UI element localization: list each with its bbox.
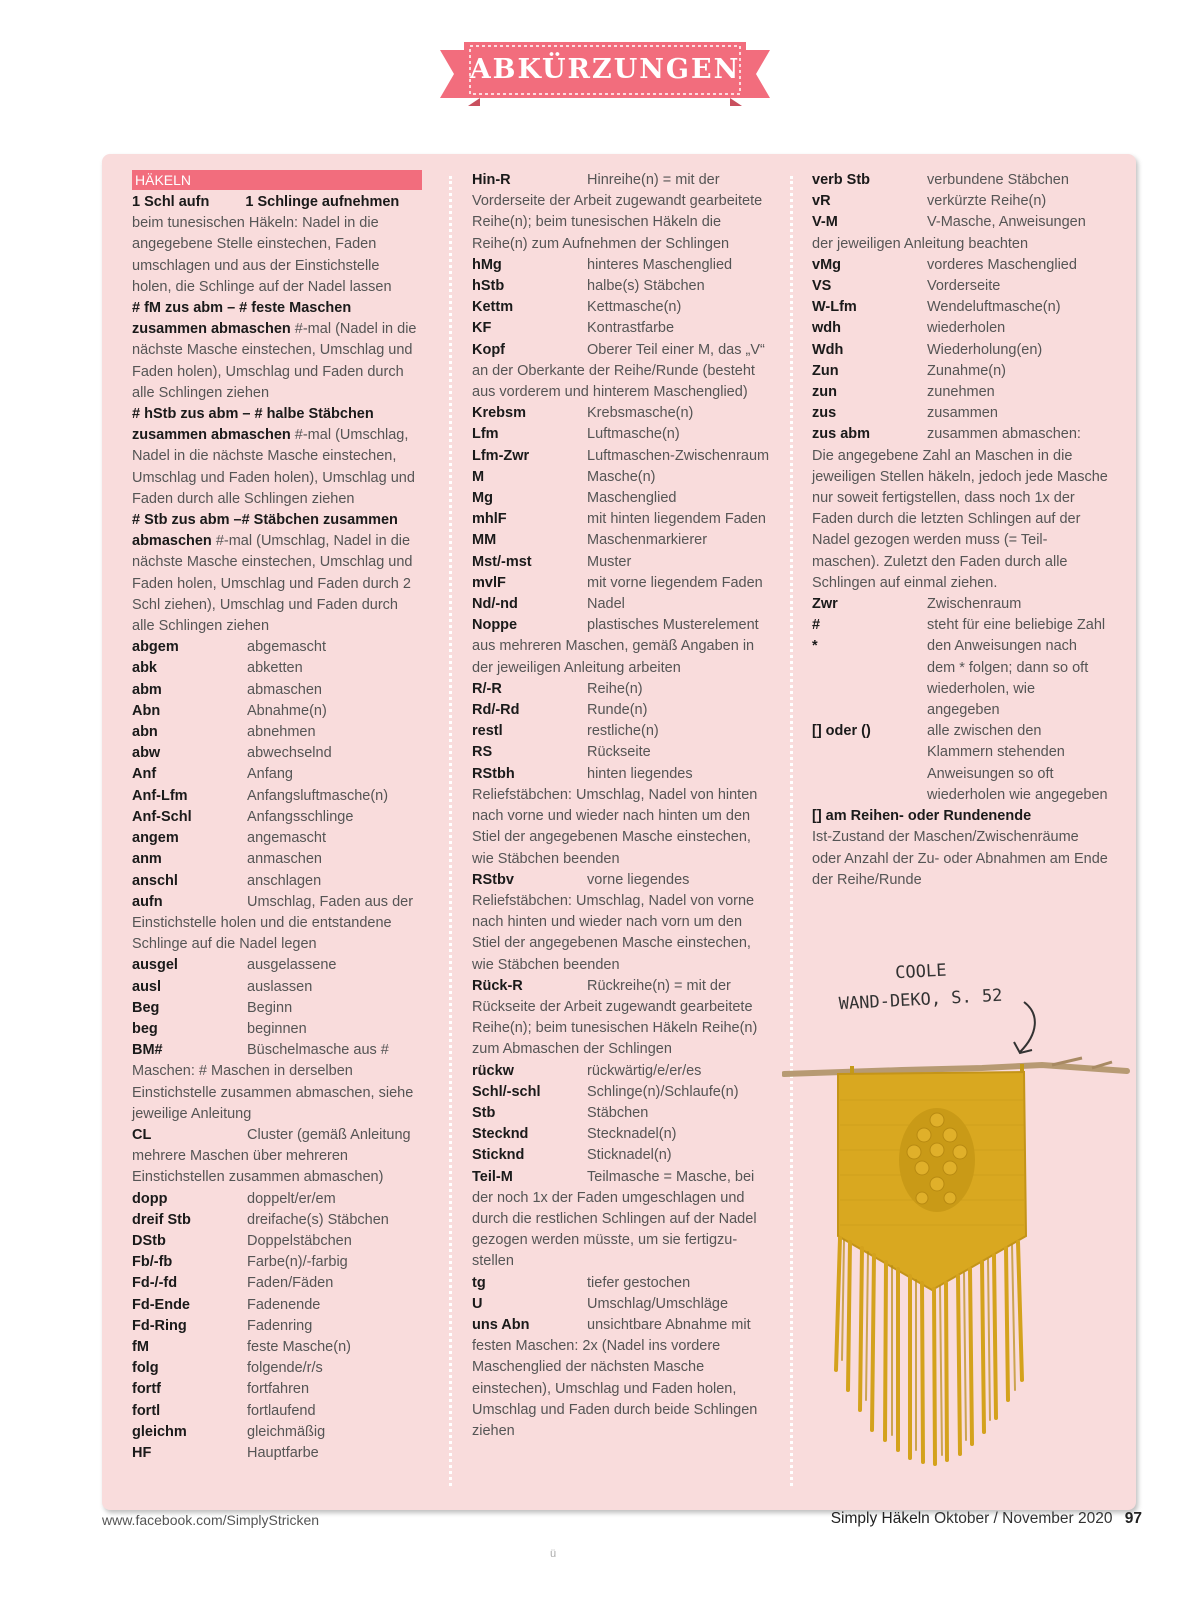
- abbreviation-row: [132, 1295, 422, 1316]
- abbreviation-value: vorne liegendes: [587, 871, 690, 888]
- abbreviation-key: Zwr: [812, 596, 838, 613]
- footer-info: [831, 1510, 1142, 1528]
- abbreviation-row: [812, 403, 1108, 424]
- abbreviation-continuation: der noch 1x der Faden umgeschlagen und durch die restlichen Schlingen auf der Nadel gezogen werden müsste, um sie fertigzu-stellen: [472, 1189, 757, 1270]
- abbreviation-value: mit hinten liegendem Faden: [587, 511, 766, 528]
- footer-url: www.facebook.com/SimplyStricken: [102, 1512, 320, 1528]
- abbreviation-row: [472, 700, 770, 721]
- abbreviation-key: Sticknd: [472, 1147, 525, 1164]
- abbreviation-value: folgende/r/s: [247, 1360, 323, 1377]
- entry-key: # hStb zus abm – # halbe Stäbchen zusammen abmaschen: [132, 406, 374, 444]
- abbreviation-row: [472, 870, 770, 891]
- abbreviation-key: Beg: [132, 999, 160, 1016]
- abbreviation-value: Fadenende: [247, 1296, 321, 1313]
- entry-key: 1 Schl aufn: [132, 194, 210, 210]
- column-3: [812, 170, 1108, 891]
- abbreviation-value: Luftmaschen-Zwischenraum: [587, 447, 770, 464]
- abbreviation-value: hinten liegendes: [587, 765, 693, 782]
- abbreviation-row: [132, 1252, 422, 1273]
- wall-hanging-image: [782, 1040, 1132, 1470]
- entry-block: [132, 298, 422, 404]
- abbreviation-key: Mst/-mst: [472, 553, 532, 570]
- entry-block: [132, 404, 422, 510]
- abbreviation-value: Doppelstäbchen: [247, 1232, 352, 1249]
- abbreviation-key: Rd/-Rd: [472, 702, 520, 719]
- abbreviation-key: zus: [812, 405, 837, 422]
- title-banner: [440, 42, 770, 106]
- abbreviation-key: vR: [812, 193, 831, 210]
- abbreviation-value: den Anweisungen nach dem * folgen; dann so oft wiederholen, wie angegeben: [927, 638, 1089, 719]
- abbreviation-key: Fb/-fb: [132, 1254, 173, 1271]
- abbreviation-key: Wdh: [812, 341, 844, 358]
- abbreviation-row: [132, 658, 422, 679]
- abbreviation-continuation: Reliefstäbchen: Umschlag, Nadel von vorne nach hinten und wieder nach vorn um den Stiel der angegebenen Masche einstechen, wie Stäbchen beenden: [472, 892, 755, 973]
- abbreviation-key: fortf: [132, 1381, 161, 1398]
- abbreviation-key: Zun: [812, 362, 839, 379]
- abbreviation-continuation: mehrere Maschen über mehreren Einstichstellen zusammen abmaschen): [132, 1148, 384, 1186]
- abbreviation-value: auslassen: [247, 978, 313, 995]
- abbreviation-row: [812, 212, 1108, 233]
- abbreviation-value: Anfangsschlinge: [247, 808, 354, 825]
- abbreviation-key: Rück-R: [472, 977, 523, 994]
- abbreviation-value: Umschlag, Faden aus der: [247, 893, 414, 910]
- abbreviation-key: angem: [132, 830, 179, 847]
- abbreviation-key: ausl: [132, 978, 162, 995]
- abbreviation-key: Mg: [472, 490, 493, 507]
- abbreviation-value: Schlinge(n)/Schlaufe(n): [587, 1083, 739, 1100]
- abbreviation-value: verbundene Stäbchen: [927, 172, 1069, 188]
- abbreviation-row: [132, 1019, 422, 1040]
- abbreviation-row: [472, 509, 770, 530]
- abbreviation-row: [132, 998, 422, 1019]
- publication-name: Simply Häkeln: [830, 1510, 930, 1527]
- abbreviation-key: Kettm: [472, 299, 514, 316]
- abbreviation-value: abgemascht: [247, 639, 326, 656]
- abbreviation-row: [132, 1379, 422, 1400]
- abbreviation-value: plastisches Musterelement: [587, 617, 759, 634]
- abbreviation-row: [472, 742, 770, 763]
- abbreviation-value: Runde(n): [587, 702, 648, 719]
- abbreviation-key: zus abm: [812, 426, 871, 443]
- abbreviation-value: Faden/Fäden: [247, 1275, 334, 1292]
- abbreviation-row: [132, 1040, 422, 1061]
- abbreviation-row: [132, 1358, 422, 1379]
- abbreviation-value: abnehmen: [247, 724, 316, 741]
- abbreviation-value: Rückreihe(n) = mit der: [587, 977, 731, 994]
- abbreviation-row: [132, 1422, 422, 1443]
- abbreviation-row: [812, 615, 1108, 636]
- abbreviation-value: Hinreihe(n) = mit der: [587, 172, 720, 188]
- abbreviation-key: W-Lfm: [812, 299, 857, 316]
- abbreviation-row: [472, 297, 770, 318]
- abbreviation-row: [812, 361, 1108, 382]
- abbreviation-row: [472, 170, 770, 191]
- abbreviation-continuation: Einstichstelle holen und die entstandene Schlinge auf die Nadel legen: [132, 914, 392, 953]
- abbreviation-value: tiefer gestochen: [587, 1274, 691, 1291]
- abbreviation-value: Stecknadel(n): [587, 1126, 677, 1143]
- abbreviation-key: dreif Stb: [132, 1211, 191, 1228]
- abbreviation-value: Zwischenraum: [927, 596, 1022, 613]
- abbreviation-key: gleichm: [132, 1423, 187, 1440]
- abbreviation-row: [472, 530, 770, 551]
- abbreviation-key: Lfm: [472, 426, 499, 443]
- abbreviation-row: [472, 255, 770, 276]
- abbreviation-value: zunehmen: [927, 384, 995, 401]
- abbreviation-row: [132, 786, 422, 807]
- abbreviation-key: hMg: [472, 256, 502, 273]
- abbreviation-row: [472, 1273, 770, 1294]
- abbreviation-value: angemascht: [247, 830, 326, 847]
- abbreviation-value: unsichtbare Abnahme mit: [587, 1316, 751, 1333]
- abbreviation-value: ausgelassene: [247, 957, 337, 974]
- abbreviation-key: RS: [472, 744, 493, 761]
- abbreviation-value: Sticknadel(n): [587, 1147, 672, 1164]
- abbreviation-key: Teil-M: [472, 1168, 513, 1185]
- abbreviation-value: Beginn: [247, 999, 293, 1016]
- abbreviation-key: MM: [472, 532, 497, 549]
- abbreviation-key: Fd-/-fd: [132, 1275, 178, 1292]
- abbreviation-value: Anfang: [247, 766, 293, 783]
- abbreviation-row: [472, 446, 770, 467]
- abbreviation-key: fortl: [132, 1402, 161, 1419]
- abbreviation-row: [132, 1337, 422, 1358]
- abbreviation-key: anschl: [132, 872, 178, 889]
- abbreviation-key: KF: [472, 320, 492, 337]
- abbreviation-key: uns Abn: [472, 1316, 530, 1333]
- abbreviation-row: [472, 573, 770, 594]
- abbreviation-value: gleichmäßig: [247, 1423, 326, 1440]
- abbreviation-row: [472, 764, 770, 785]
- abbreviation-key: abn: [132, 724, 158, 741]
- abbreviation-key: Stecknd: [472, 1126, 529, 1143]
- abbreviation-key: mhlF: [472, 511, 507, 528]
- abbreviation-value: vorderes Maschenglied: [927, 256, 1077, 273]
- abbreviation-key: BM#: [132, 1042, 163, 1059]
- abbreviation-value: verkürzte Reihe(n): [927, 193, 1047, 210]
- abbreviation-value: V-Masche, Anweisungen: [927, 214, 1086, 231]
- abbreviation-continuation: Vorderseite der Arbeit zugewandt gearbeitete Reihe(n); beim tunesischen Häkeln die Reihe(n) zum Aufnehmen der Schlingen: [472, 193, 763, 252]
- abbreviation-value: Teilmasche = Masche, bei: [587, 1168, 755, 1185]
- abbreviation-row: [132, 1443, 422, 1464]
- entry-description: #-mal (Umschlag, Nadel in die nächste Masche einstechen, Umschlag und Faden holen), Umschlag und Faden durch alle Schlingen ziehen: [132, 427, 415, 507]
- note-line: COOLE: [894, 960, 947, 984]
- page-title: ABKÜRZUNGEN: [469, 54, 741, 85]
- abbreviation-key: abk: [132, 660, 157, 677]
- abbreviation-key: rückw: [472, 1062, 514, 1079]
- abbreviation-row: [812, 721, 1108, 806]
- abbreviation-row: [812, 297, 1108, 318]
- abbreviation-key: Hin-R: [472, 172, 511, 188]
- abbreviation-value: steht für eine beliebige Zahl: [927, 617, 1106, 634]
- abbreviation-continuation: Die angegebene Zahl an Maschen in die jeweiligen Stellen häkeln, jedoch jede Masche nur soweit fertigstellen, dass noch 1x der Faden durch die letzten Schlingen auf der Nadel gezogen werden muss (= Teil-maschen). Zuletzt den Faden durch alle Schlingen auf einmal ziehen.: [812, 447, 1108, 591]
- abbreviation-row: [472, 340, 770, 361]
- abbreviation-key: CL: [132, 1126, 152, 1143]
- abbreviation-row: [132, 1273, 422, 1294]
- entry-key: # fM zus abm – # feste Maschen zusammen abmaschen: [132, 300, 352, 338]
- abbreviation-row: [132, 1231, 422, 1252]
- abbreviation-value: Wendeluftmasche(n): [927, 299, 1061, 316]
- abbreviation-value: Fadenring: [247, 1317, 313, 1334]
- footer-mark: ü: [550, 1548, 557, 1560]
- abbreviation-key: vMg: [812, 256, 841, 273]
- abbreviation-value: Wiederholung(en): [927, 341, 1043, 358]
- abbreviation-value: feste Masche(n): [247, 1338, 351, 1355]
- abbreviation-value: Vorderseite: [927, 278, 1001, 295]
- abbreviation-key: aufn: [132, 893, 163, 910]
- abbreviation-value: Büschelmasche aus #: [247, 1042, 389, 1059]
- abbreviation-key: abm: [132, 681, 162, 698]
- abbreviation-row: [472, 615, 770, 636]
- abbreviation-value: Maschenglied: [587, 490, 677, 507]
- abbreviation-row: [472, 1315, 770, 1336]
- abbreviation-value: abwechselnd: [247, 745, 332, 762]
- abbreviation-key: DStb: [132, 1232, 166, 1249]
- abbreviation-key: RStbv: [472, 871, 514, 888]
- entry-description: Ist-Zustand der Maschen/Zwischenräume oder Anzahl der Zu- oder Abnahmen am Ende der Reihe/Runde: [812, 829, 1108, 888]
- abbreviation-key: Kopf: [472, 341, 506, 358]
- abbreviation-value: Stäbchen: [587, 1104, 649, 1121]
- abbreviation-key: beg: [132, 1020, 158, 1037]
- abbreviation-value: abketten: [247, 660, 303, 677]
- abbreviation-key: U: [472, 1295, 483, 1312]
- abbreviation-key: HF: [132, 1444, 152, 1461]
- abbreviation-key: Fd-Ende: [132, 1296, 190, 1313]
- abbreviation-key: dopp: [132, 1190, 168, 1207]
- abbreviation-row: [812, 636, 1108, 721]
- abbreviation-row: [472, 1145, 770, 1166]
- abbreviation-row: [472, 679, 770, 700]
- abbreviation-key: abw: [132, 745, 161, 762]
- abbreviation-row: [132, 722, 422, 743]
- abbreviation-key: Anf-Lfm: [132, 787, 188, 804]
- entry-key: [] am Reihen- oder Rundenende: [812, 808, 1032, 825]
- abbreviation-value: Hauptfarbe: [247, 1444, 319, 1461]
- abbreviation-value: zusammen abmaschen:: [927, 426, 1081, 443]
- abbreviation-value: Krebsmasche(n): [587, 405, 694, 422]
- abbreviation-row: [132, 637, 422, 658]
- abbreviation-key: Lfm-Zwr: [472, 447, 530, 464]
- abbreviation-value: zusammen: [927, 405, 998, 422]
- abbreviation-value: Farbe(n)/-farbig: [247, 1254, 348, 1271]
- abbreviation-key: ausgel: [132, 957, 178, 974]
- abbreviation-row: [472, 403, 770, 424]
- abbreviation-row: [472, 1103, 770, 1124]
- abbreviation-continuation: der jeweiligen Anleitung beachten: [812, 235, 1029, 252]
- abbreviation-row: [812, 424, 1108, 445]
- abbreviation-key: restl: [472, 723, 503, 740]
- abbreviation-value: wiederholen: [927, 320, 1006, 337]
- abbreviation-value: Rückseite: [587, 744, 651, 761]
- handwritten-note: [837, 954, 1003, 1018]
- abbreviation-key: verb Stb: [812, 172, 871, 188]
- abbreviation-continuation: aus mehreren Maschen, gemäß Angaben in der jeweiligen Anleitung arbeiten: [472, 638, 755, 676]
- abbreviation-row: [472, 424, 770, 445]
- abbreviation-key: Nd/-nd: [472, 596, 518, 613]
- abbreviation-row: [472, 721, 770, 742]
- abbreviation-key: folg: [132, 1360, 159, 1377]
- abbreviation-continuation: Maschen: # Maschen in derselben Einstichstelle zusammen abmaschen, siehe jeweilige Anleitung: [132, 1063, 414, 1122]
- abbreviation-continuation: festen Maschen: 2x (Nadel ins vordere Maschenglied der nächsten Masche einstechen), Umschlag und Faden holen, Umschlag und Faden durch beide Schlingen ziehen: [472, 1338, 758, 1439]
- abbreviation-value: Abnahme(n): [247, 702, 327, 719]
- abbreviation-value: mit vorne liegendem Faden: [587, 574, 763, 591]
- abbreviation-value: Nadel: [587, 596, 625, 613]
- abbreviation-key: anm: [132, 851, 162, 868]
- abbreviation-value: alle zwischen den Klammern stehenden Anweisungen so oft wiederholen wie angegeben: [927, 723, 1108, 803]
- abbreviation-row: [132, 1210, 422, 1231]
- abbreviation-value: Kontrastfarbe: [587, 320, 675, 337]
- abbreviation-row: [132, 807, 422, 828]
- abbreviation-row: [812, 276, 1108, 297]
- abbreviation-row: [132, 1401, 422, 1422]
- abbreviation-key: Abn: [132, 702, 161, 719]
- abbreviation-key: [] oder (): [812, 723, 871, 740]
- entry-block: [132, 510, 422, 637]
- abbreviation-key: V-M: [812, 214, 838, 231]
- abbreviation-key: mvlF: [472, 574, 506, 591]
- abbreviation-key: Krebsm: [472, 405, 526, 422]
- page-number: 97: [1124, 1510, 1142, 1527]
- abbreviation-value: hinteres Maschenglied: [587, 256, 733, 273]
- abbreviation-value: Luftmasche(n): [587, 426, 680, 443]
- abbreviation-row: [132, 1189, 422, 1210]
- abbreviation-row: [472, 1061, 770, 1082]
- abbreviation-continuation: Rückseite der Arbeit zugewandt gearbeitete Reihe(n); beim tunesischen Häkeln Reihe(n) zum Abmaschen der Schlingen: [472, 998, 758, 1058]
- abbreviation-value: anmaschen: [247, 851, 322, 868]
- abbreviation-row: [472, 1082, 770, 1103]
- abbreviation-row: [472, 1124, 770, 1145]
- abbreviation-row: [132, 955, 422, 976]
- abbreviation-row: [812, 318, 1108, 339]
- abbreviation-key: #: [812, 617, 821, 634]
- column-1: [132, 170, 422, 1464]
- abbreviation-row: [472, 467, 770, 488]
- abbreviation-value: Oberer Teil einer M, das „V“: [587, 341, 765, 358]
- abbreviation-row: [472, 1167, 770, 1188]
- abbreviation-continuation: an der Oberkante der Reihe/Runde (besteht aus vorderem und hinterem Maschenglied): [472, 362, 755, 401]
- abbreviation-value: Reihe(n): [587, 680, 643, 697]
- abbreviation-value: fortlaufend: [247, 1402, 316, 1419]
- abbreviation-value: fortfahren: [247, 1381, 310, 1398]
- abbreviation-key: hStb: [472, 278, 505, 295]
- abbreviation-key: VS: [812, 278, 832, 295]
- abbreviation-row: [132, 977, 422, 998]
- entry-heading: [132, 192, 422, 213]
- abbreviation-row: [132, 764, 422, 785]
- entry-value: 1 Schlinge aufnehmen: [245, 194, 400, 210]
- abbreviation-value: Zunahme(n): [927, 362, 1006, 379]
- abbreviation-key: *: [812, 638, 818, 655]
- section-label: HÄKELN: [132, 170, 422, 190]
- abbreviation-row: [472, 976, 770, 997]
- abbreviation-value: rückwärtig/e/er/es: [587, 1062, 702, 1079]
- abbreviation-key: R/-R: [472, 680, 502, 697]
- abbreviation-row: [132, 849, 422, 870]
- abbreviation-key: RStbh: [472, 765, 515, 782]
- entry-description: beim tunesischen Häkeln: Nadel in die angegebene Stelle einstechen, Faden umschlagen und aus der Einstichstelle holen, die Schlinge auf der Nadel lassen: [132, 215, 392, 295]
- abbreviation-key: zun: [812, 384, 837, 401]
- abbreviation-key: abgem: [132, 639, 179, 656]
- abbreviation-row: [132, 701, 422, 722]
- abbreviation-row: [472, 318, 770, 339]
- abbreviation-value: Anfangsluftmasche(n): [247, 787, 389, 804]
- abbreviation-value: restliche(n): [587, 723, 659, 740]
- abbreviation-row: [132, 743, 422, 764]
- abbreviation-value: abmaschen: [247, 681, 322, 698]
- abbreviation-row: [472, 594, 770, 615]
- abbreviation-row: [812, 340, 1108, 361]
- abbreviation-row: [132, 1316, 422, 1337]
- abbreviation-value: anschlagen: [247, 872, 322, 889]
- abbreviation-row: [812, 382, 1108, 403]
- abbreviation-key: fM: [132, 1338, 149, 1355]
- abbreviation-key: Schl/-schl: [472, 1083, 541, 1100]
- abbreviation-value: dreifache(s) Stäbchen: [247, 1211, 389, 1228]
- abbreviation-row: [812, 255, 1108, 276]
- abbreviation-key: M: [472, 468, 485, 485]
- abbreviation-key: Fd-Ring: [132, 1317, 187, 1334]
- abbreviation-value: beginnen: [247, 1020, 307, 1037]
- entry-key: # Stb zus abm –# Stäbchen zusammen abmaschen: [132, 512, 398, 550]
- abbreviation-key: Anf-Schl: [132, 808, 192, 825]
- abbreviation-row: [132, 680, 422, 701]
- abbreviation-row: [472, 488, 770, 509]
- abbreviation-row: [132, 1125, 422, 1146]
- abbreviation-key: wdh: [812, 320, 841, 337]
- abbreviation-row: [472, 276, 770, 297]
- abbreviation-row: [132, 828, 422, 849]
- abbreviation-row: [812, 594, 1108, 615]
- issue-date: Oktober / November 2020: [934, 1510, 1113, 1527]
- abbreviation-row: [132, 892, 422, 913]
- abbreviation-row: [472, 1294, 770, 1315]
- abbreviation-value: Cluster (gemäß Anleitung: [247, 1126, 411, 1143]
- abbreviation-value: Umschlag/Umschläge: [587, 1295, 729, 1312]
- column-2: [472, 170, 770, 1442]
- abbreviation-key: Noppe: [472, 617, 518, 634]
- abbreviation-row: [812, 191, 1108, 212]
- entry-description: #-mal (Nadel in die nächste Masche einstechen, Umschlag und Faden holen), Umschlag und Faden durch alle Schlingen ziehen: [132, 321, 417, 401]
- column-divider: [449, 176, 452, 1486]
- abbreviation-key: Stb: [472, 1104, 496, 1121]
- abbreviation-value: halbe(s) Stäbchen: [587, 278, 705, 295]
- abbreviation-value: Kettmasche(n): [587, 299, 682, 316]
- abbreviation-continuation: Reliefstäbchen: Umschlag, Nadel von hinten nach vorne und wieder nach hinten um den Stiel der angegebenen Masche einstechen, wie Stäbchen beenden: [472, 786, 758, 867]
- abbreviation-value: Masche(n): [587, 468, 656, 485]
- abbreviation-value: Maschenmarkierer: [587, 532, 708, 549]
- abbreviation-key: tg: [472, 1274, 486, 1291]
- note-line: WAND-DEKO, S. 52: [838, 985, 1003, 1015]
- abbreviation-key: Anf: [132, 766, 157, 783]
- abbreviation-value: Muster: [587, 553, 632, 570]
- abbreviation-value: doppelt/er/em: [247, 1190, 336, 1207]
- abbreviation-row: [472, 552, 770, 573]
- entry-description: #-mal (Umschlag, Nadel in die nächste Masche einstechen, Umschlag und Faden holen, Umschlag und Faden durch 2 Schl ziehen), Umschlag und Faden durch alle Schlingen ziehen: [132, 533, 413, 635]
- abbreviation-row: [132, 871, 422, 892]
- abbreviation-row: [812, 170, 1108, 191]
